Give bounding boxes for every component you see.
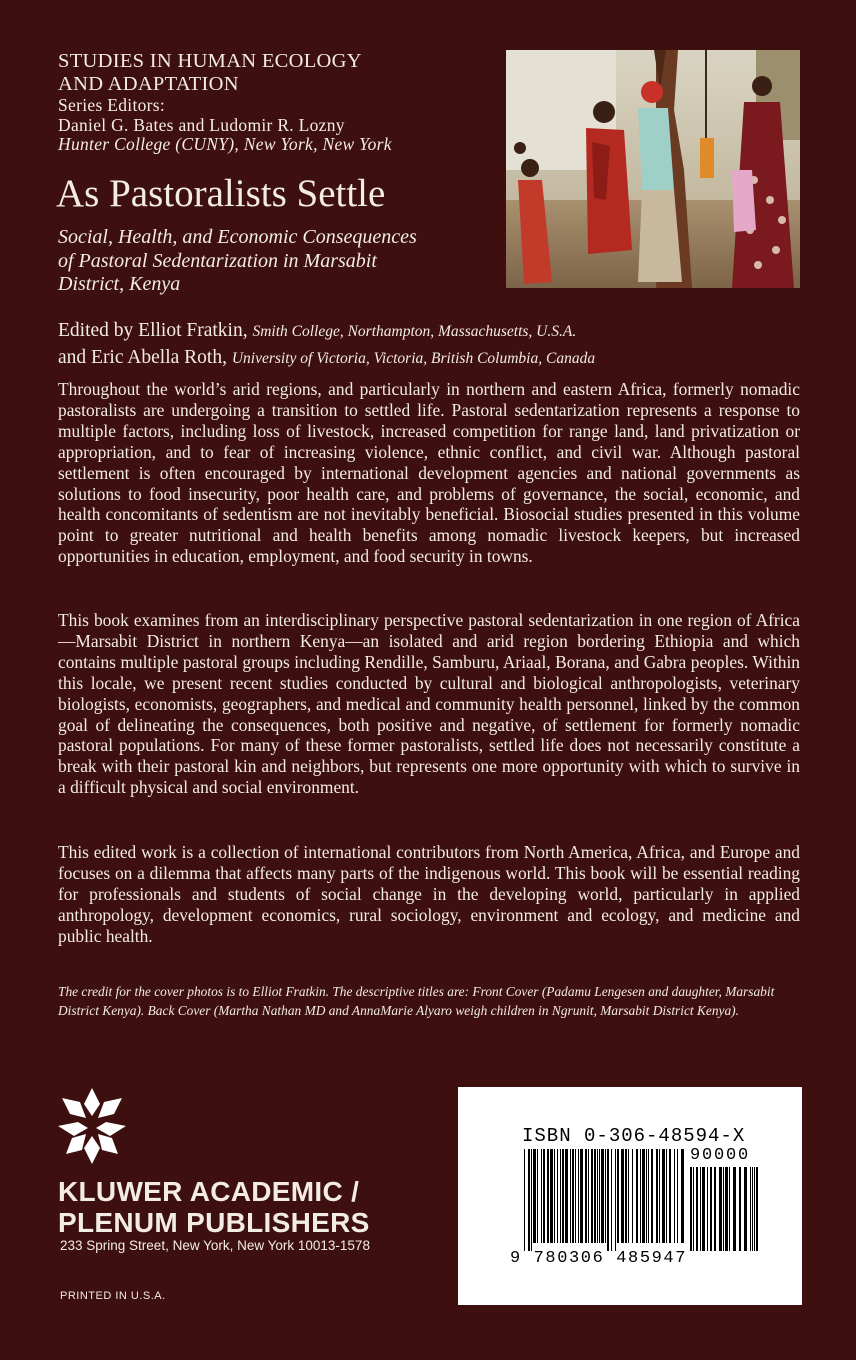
addon-bar-18 (756, 1167, 758, 1251)
main-bar-38 (646, 1149, 647, 1243)
barcode-panel (458, 1087, 802, 1305)
series-editors-label: Series Editors: (58, 95, 166, 115)
main-bar-8 (550, 1149, 553, 1243)
photo-credit: The credit for the cover photos is to Elliot Fratkin. The descriptive titles are: Front Cover (Padamu Lengesen and daughter, Marsabit District Kenya). Back Cover (Martha Nathan MD and AnnaMarie Alyaro weigh children in Ngrunit, Marsabit District Kenya). (58, 984, 775, 1018)
main-bar-26 (605, 1149, 606, 1243)
main-bar-15 (572, 1149, 574, 1243)
addon-bar-0 (690, 1167, 692, 1251)
isbn-text: ISBN 0-306-48594-X (522, 1125, 746, 1147)
series-block (58, 50, 498, 155)
addon-bar-17 (754, 1167, 755, 1251)
main-bar-32 (625, 1149, 627, 1243)
main-bar-0 (524, 1149, 525, 1251)
main-bar-46 (674, 1149, 675, 1243)
addon-bar-9 (723, 1167, 724, 1251)
main-bar-9 (554, 1149, 555, 1243)
main-bar-44 (666, 1149, 667, 1243)
editor-line-1 (58, 318, 818, 345)
main-bar-29 (615, 1149, 616, 1251)
main-bar-36 (640, 1149, 641, 1243)
addon-bar-7 (714, 1167, 716, 1251)
main-bar-12 (562, 1149, 564, 1243)
main-bar-24 (599, 1149, 600, 1243)
main-bar-35 (636, 1149, 638, 1243)
addon-bar-14 (744, 1167, 747, 1251)
series-editors-names: Daniel G. Bates and Ludomir R. Lozny (58, 114, 345, 135)
ean-digits: 9 780306 485947 (510, 1249, 688, 1268)
book-subtitle (58, 226, 498, 297)
subtitle-line2: of Pastoral Sedentarization in Marsabit (58, 249, 377, 272)
main-bar-1 (528, 1149, 530, 1251)
addon-bar-5 (707, 1167, 708, 1251)
main-bar-31 (621, 1149, 624, 1243)
subtitle-line1: Social, Health, and Economic Consequences (58, 226, 417, 248)
price-addon-digits: 90000 (690, 1146, 751, 1165)
addon-bar-16 (752, 1167, 753, 1251)
addon-bar-2 (696, 1167, 698, 1251)
main-bar-22 (594, 1149, 596, 1243)
addon-bar-3 (700, 1167, 701, 1251)
editor-2-affiliation: University of Victoria, Victoria, British Columbia, Canada (231, 350, 596, 367)
main-bar-10 (557, 1149, 558, 1243)
main-bar-45 (669, 1149, 671, 1243)
main-bar-17 (578, 1149, 579, 1243)
main-bar-3 (533, 1149, 536, 1243)
addon-bar-11 (729, 1167, 730, 1251)
main-bar-23 (597, 1149, 598, 1243)
main-bar-33 (628, 1149, 629, 1243)
kluwer-star-logo-icon (56, 1086, 128, 1166)
addon-bar-15 (750, 1167, 751, 1251)
addon-bar-10 (725, 1167, 728, 1251)
main-bar-40 (651, 1149, 653, 1243)
series-title-line2: AND ADAPTATION (58, 73, 239, 95)
barcode-bars (458, 1087, 802, 1305)
volume-editors (58, 318, 818, 372)
main-bar-11 (560, 1149, 561, 1243)
editor-1-name: Edited by Elliot Fratkin, (58, 320, 248, 341)
printed-in-label: PRINTED IN U.S.A. (60, 1290, 166, 1302)
series-title-line1: STUDIES IN HUMAN ECOLOGY (58, 50, 362, 72)
cover-photo (506, 50, 800, 288)
main-bar-21 (591, 1149, 593, 1243)
main-bar-4 (537, 1149, 538, 1243)
main-bar-43 (662, 1149, 665, 1243)
main-bar-7 (547, 1149, 549, 1243)
main-bar-34 (632, 1149, 633, 1243)
main-bar-28 (611, 1149, 612, 1251)
subtitle-line3: District, Kenya (58, 273, 181, 295)
main-bar-41 (656, 1149, 658, 1243)
main-bar-27 (607, 1149, 609, 1251)
main-bar-37 (642, 1149, 645, 1243)
publisher-name-line2: PLENUM PUBLISHERS (58, 1207, 370, 1238)
main-bar-30 (617, 1149, 619, 1243)
main-bar-16 (575, 1149, 576, 1243)
editor-1-affiliation: Smith College, Northampton, Massachusetts, U.S.A. (252, 323, 577, 340)
addon-bar-13 (739, 1167, 741, 1251)
main-bar-25 (601, 1149, 604, 1243)
publisher-name (58, 1176, 370, 1238)
main-bar-18 (580, 1149, 583, 1243)
main-bar-47 (677, 1149, 678, 1243)
main-bar-48 (681, 1149, 684, 1243)
description-paragraph-3: This edited work is a collection of international contributors from North America, Africa, and Europe and focuses on a dilemma that affects many parts of the indigenous world. This book will be essential reading for professionals and students of social change in the developing world, particularly in applied anthropology, development economics, rural sociology, environment and ecology, and medicine and public health. (58, 842, 800, 946)
addon-bar-6 (710, 1167, 712, 1251)
main-bar-39 (648, 1149, 649, 1243)
addon-bar-4 (702, 1167, 705, 1251)
addon-bar-12 (733, 1167, 736, 1251)
publisher-address: 233 Spring Street, New York, New York 10013-1578 (60, 1238, 370, 1253)
main-bar-20 (588, 1149, 589, 1243)
description-paragraph-1: Throughout the world’s arid regions, and particularly in northern and eastern Africa, formerly nomadic pastoralists are undergoing a transition to settled life. Pastoral sedentarization represents a response to multiple factors, including loss of livestock, increased competition for range land, land privatization or appropriation, and to fear of increasing violence, ethnic conflict, and civil war. Although pastoral settlement is often encouraged by international development agencies and national governments as solutions to food insecurity, poor health care, and problems of governance, the social, economic, and health concomitants of sedentism are not inevitably beneficial. Biosocial studies presented in this volume point to greater nutritional and health benefits among nomadic livestock keepers, but increased opportunities in education, employment, and food security in towns. (58, 379, 800, 567)
book-title: As Pastoralists Settle (56, 172, 386, 215)
editor-line-2 (58, 345, 818, 372)
main-bar-42 (659, 1149, 660, 1243)
description-paragraph-2: This book examines from an interdisciplinary perspective pastoral sedentarization in one region of Africa—Marsabit District in northern Kenya—an isolated and arid region bordering Ethiopia and which contains multiple pastoral groups including Rendille, Samburu, Ariaal, Borana, and Gabra peoples. Within this locale, we present recent studies conducted by cultural and biological anthropologists, veterinary biologists, economists, geographers, and medical and community health personnel, linked by the common goal of delineating the consequences, both positive and negative, of settlement for formerly nomadic pastoral populations. For many of these former pastoralists, settled life does not necessarily constitute a break with their pastoral kin and neighbors, but represents one more opportunity with which to survive in a difficult physical and social environment. (58, 610, 800, 798)
publisher-name-line1: KLUWER ACADEMIC / (58, 1176, 360, 1207)
main-bar-5 (541, 1149, 542, 1243)
editor-2-name: and Eric Abella Roth, (58, 347, 227, 368)
addon-bar-1 (693, 1167, 694, 1251)
main-bar-6 (543, 1149, 545, 1243)
main-bar-2 (531, 1149, 532, 1251)
main-bar-13 (565, 1149, 568, 1243)
main-bar-14 (570, 1149, 571, 1243)
addon-bar-8 (719, 1167, 722, 1251)
main-bar-19 (585, 1149, 587, 1243)
series-editors-institution: Hunter College (CUNY), New York, New York (58, 134, 392, 154)
